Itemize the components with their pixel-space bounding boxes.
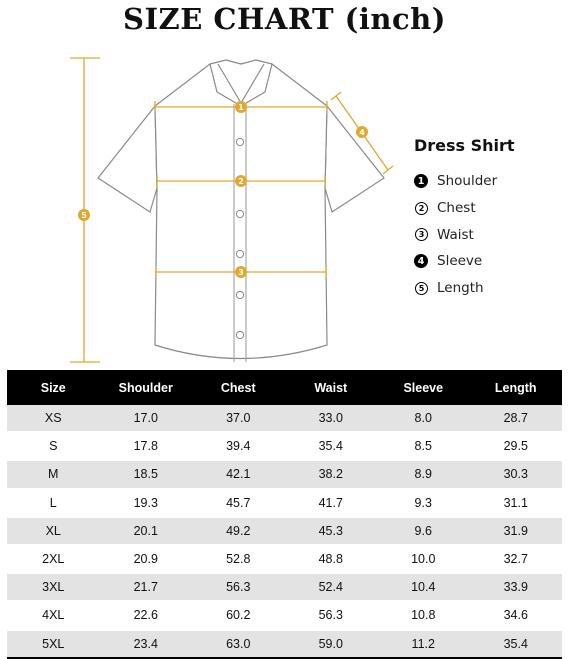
sleeve-cell: 9.3 xyxy=(377,489,470,517)
size-cell: L xyxy=(7,489,100,517)
size-cell: 4XL xyxy=(7,601,100,629)
marker-3 xyxy=(235,266,247,278)
legend-item-length xyxy=(414,275,564,302)
header-shoulder: Shoulder xyxy=(100,370,193,405)
legend-item-chest xyxy=(414,195,564,222)
table-row xyxy=(7,573,562,601)
sleeve-cell: 10.0 xyxy=(377,545,470,573)
chest-cell: 60.2 xyxy=(192,601,285,629)
waist-cell: 38.2 xyxy=(285,460,378,488)
size-cell: XL xyxy=(7,517,100,545)
table-row xyxy=(7,405,562,432)
shirt-button xyxy=(236,138,243,145)
marker-5 xyxy=(78,209,90,221)
chest-cell: 56.3 xyxy=(192,573,285,601)
sleeve-cell: 10.4 xyxy=(377,573,470,601)
sleeve-cell: 8.0 xyxy=(377,405,470,432)
waist-cell: 41.7 xyxy=(285,489,378,517)
shoulder-cell: 21.7 xyxy=(100,573,193,601)
legend-label: Shoulder xyxy=(437,173,498,190)
size-cell: XS xyxy=(7,405,100,432)
table-row xyxy=(7,601,562,629)
size-cell: 3XL xyxy=(7,573,100,601)
waist-cell: 45.3 xyxy=(285,517,378,545)
waist-cell: 33.0 xyxy=(285,405,378,432)
number-5-icon: 5 xyxy=(415,282,428,295)
chest-cell: 52.8 xyxy=(192,545,285,573)
shoulder-cell: 17.8 xyxy=(100,432,193,460)
length-cell: 33.9 xyxy=(470,573,563,601)
legend-item-waist xyxy=(414,221,564,248)
shirt-button xyxy=(236,250,243,257)
table-row xyxy=(7,489,562,517)
header-waist: Waist xyxy=(285,370,378,405)
shoulder-cell: 17.0 xyxy=(100,405,193,432)
legend-label: Waist xyxy=(437,226,474,243)
length-cell: 31.9 xyxy=(470,517,563,545)
sleeve-cell: 11.2 xyxy=(377,630,470,658)
length-cell: 29.5 xyxy=(470,432,563,460)
legend-title: Dress Shirt xyxy=(414,136,515,155)
waist-cell: 52.4 xyxy=(285,573,378,601)
legend-label: Length xyxy=(437,280,484,297)
size-cell: 5XL xyxy=(7,630,100,658)
marker-1 xyxy=(235,101,247,113)
header-size: Size xyxy=(7,370,100,405)
number-4-icon: 4 xyxy=(414,254,428,268)
length-cell: 32.7 xyxy=(470,545,563,573)
table-row xyxy=(7,630,562,658)
svg-text:4: 4 xyxy=(359,128,365,137)
size-cell: S xyxy=(7,432,100,460)
size-cell: 2XL xyxy=(7,545,100,573)
shirt-button xyxy=(236,331,243,338)
number-2-icon: 2 xyxy=(415,202,428,215)
measurement-legend xyxy=(414,136,564,301)
sleeve-cell: 10.8 xyxy=(377,601,470,629)
shoulder-cell: 20.9 xyxy=(100,545,193,573)
table-row xyxy=(7,545,562,573)
size-table xyxy=(7,370,562,659)
sleeve-cell: 9.6 xyxy=(377,517,470,545)
chest-cell: 49.2 xyxy=(192,517,285,545)
svg-text:5: 5 xyxy=(81,211,87,220)
header-chest: Chest xyxy=(192,370,285,405)
legend-item-shoulder xyxy=(414,168,564,195)
marker-4 xyxy=(356,126,368,138)
legend-item-sleeve xyxy=(414,248,564,275)
chest-cell: 42.1 xyxy=(192,460,285,488)
waist-cell: 35.4 xyxy=(285,432,378,460)
svg-text:2: 2 xyxy=(238,177,244,186)
table-row xyxy=(7,517,562,545)
header-sleeve: Sleeve xyxy=(377,370,470,405)
marker-2 xyxy=(235,175,247,187)
shoulder-cell: 18.5 xyxy=(100,460,193,488)
svg-text:3: 3 xyxy=(238,268,244,277)
waist-cell: 59.0 xyxy=(285,630,378,658)
page-title: SIZE CHART (inch) xyxy=(123,2,446,36)
chest-cell: 39.4 xyxy=(192,432,285,460)
legend-label: Sleeve xyxy=(437,253,483,270)
waist-cell: 56.3 xyxy=(285,601,378,629)
table-row xyxy=(7,460,562,488)
shoulder-cell: 22.6 xyxy=(100,601,193,629)
length-cell: 34.6 xyxy=(470,601,563,629)
length-cell: 31.1 xyxy=(470,489,563,517)
size-cell: M xyxy=(7,460,100,488)
chest-cell: 45.7 xyxy=(192,489,285,517)
shoulder-cell: 19.3 xyxy=(100,489,193,517)
number-1-icon: 1 xyxy=(414,174,428,188)
waist-cell: 48.8 xyxy=(285,545,378,573)
svg-text:1: 1 xyxy=(238,103,244,112)
chest-cell: 63.0 xyxy=(192,630,285,658)
legend-label: Chest xyxy=(437,200,476,217)
table-row xyxy=(7,432,562,460)
length-cell: 28.7 xyxy=(470,405,563,432)
shirt-button xyxy=(236,291,243,298)
sleeve-cell: 8.9 xyxy=(377,460,470,488)
length-cell: 35.4 xyxy=(470,630,563,658)
shoulder-cell: 20.1 xyxy=(100,517,193,545)
sleeve-cell: 8.5 xyxy=(377,432,470,460)
shoulder-cell: 23.4 xyxy=(100,630,193,658)
header-length: Length xyxy=(470,370,563,405)
chest-cell: 37.0 xyxy=(192,405,285,432)
shirt-button xyxy=(236,210,243,217)
table-header-row xyxy=(7,370,562,405)
number-3-icon: 3 xyxy=(415,228,428,241)
length-cell: 30.3 xyxy=(470,460,563,488)
